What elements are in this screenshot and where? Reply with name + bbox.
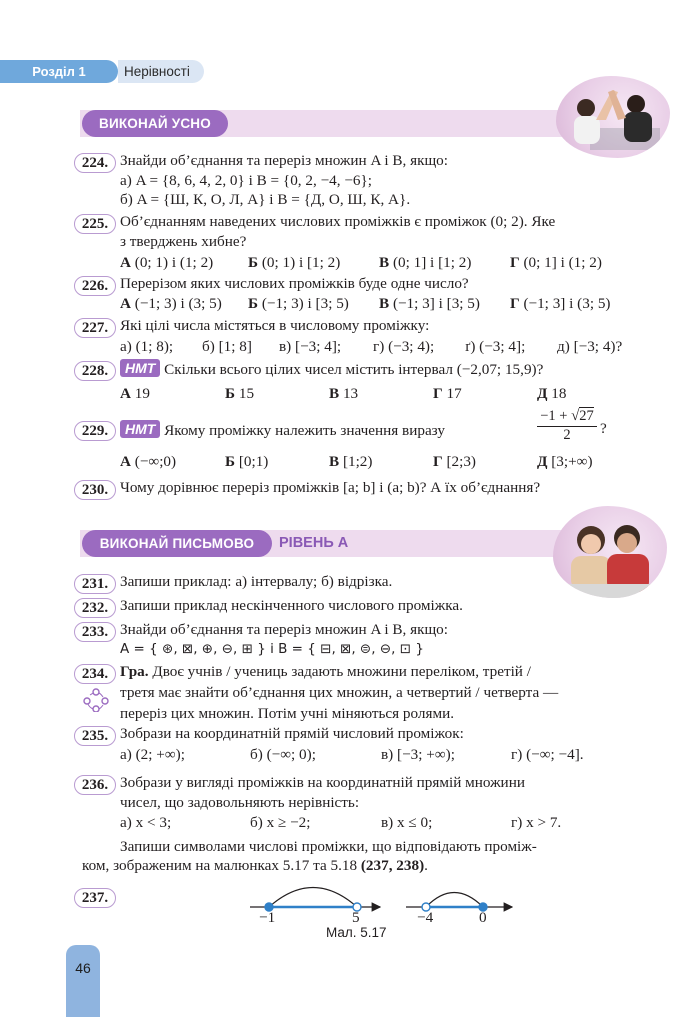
level-label: РІВЕНЬ А [279, 535, 349, 551]
problem-225-line-2: з тверджень хибне? [120, 233, 247, 250]
problem-229-line-1: НМТ Якому проміжку належить значення виразу [120, 420, 445, 440]
fraction-numerator: −1 + √27 [540, 408, 594, 424]
problem-227-item-g2: ґ) (−3; 4]; [465, 338, 526, 355]
fraction-expression [533, 408, 601, 444]
students-photo-top [556, 76, 670, 158]
interval-arc-left [269, 888, 357, 908]
problem-227-number: 227. [74, 318, 116, 338]
problem-234-number: 234. [74, 664, 116, 684]
problem-225-option-b: Б (0; 1) і [1; 2) [248, 254, 341, 271]
problem-234-line-3: переріз цих множин. Потім учні міняються ролями. [120, 705, 455, 722]
problem-227-item-v: в) [−3; 4]; [279, 338, 342, 355]
group-game-icon [83, 688, 109, 712]
problem-235-line-1: Зобрази на координатній прямій числовий проміжок: [120, 725, 464, 742]
problem-225-option-a: А (0; 1) і (1; 2) [120, 254, 214, 271]
label-5: 5 [352, 909, 360, 926]
problem-228-option-d: Д 18 [537, 385, 567, 402]
label-minus-4: −4 [417, 909, 434, 926]
problem-228-line-1: НМТ Скільки всього цілих чисел містить інтервал (−2,07; 15,9)? [120, 359, 543, 379]
problem-236-item-v: в) x ≤ 0; [381, 814, 433, 831]
instruction-line-1: Запиши символами числові проміжки, що відповідають промiж- [120, 838, 537, 855]
problem-234-line-2: третя має знайти об’єднання цих множин, а четвертий / четверта — [120, 684, 559, 701]
problem-231-number: 231. [74, 574, 116, 594]
problem-227-item-a: а) (1; 8); [120, 338, 174, 355]
problem-236-line-2: чисел, що задовольняють нерівність: [120, 794, 360, 811]
problem-228-option-v: В 13 [329, 385, 359, 402]
problem-226-option-g: Г (−1; 3] і (3; 5) [510, 295, 611, 312]
problem-228-option-g: Г 17 [433, 385, 462, 402]
problem-225-option-g: Г (0; 1] і (1; 2) [510, 254, 602, 271]
problem-229-option-g: Г [2;3) [433, 453, 476, 470]
problem-224-number: 224. [74, 153, 116, 173]
problem-231-line-1: Запиши приклад: а) інтервалу; б) відрізка. [120, 573, 393, 590]
problem-225-number: 225. [74, 214, 116, 234]
problem-229-option-v: В [1;2) [329, 453, 373, 470]
problem-227-item-d: д) [−3; 4)? [557, 338, 623, 355]
problem-233-line-1: Знайди об’єднання та переріз множин A і B, якщо: [120, 621, 448, 638]
problem-235-number: 235. [74, 726, 116, 746]
students-photo-bottom [553, 506, 667, 598]
interval-arc-right [426, 893, 483, 908]
problem-230-number: 230. [74, 480, 116, 500]
problem-229-option-a: А (−∞;0) [120, 453, 177, 470]
chapter-tag: Розділ 1 [0, 60, 118, 83]
problem-228-option-b: Б 15 [225, 385, 255, 402]
problem-226-option-b: Б (−1; 3) і [3; 5) [248, 295, 349, 312]
nmt-badge: НМТ [120, 359, 160, 377]
problem-227-item-b: б) [1; 8] [202, 338, 252, 355]
sqrt-sign: √ [571, 408, 580, 424]
problem-228-option-a: А 19 [120, 385, 150, 402]
problem-224-line-2: а) A = {8, 6, 4, 2, 0} і B = {0, 2, −4, −6}; [120, 172, 372, 189]
problem-229-option-b: Б [0;1) [225, 453, 269, 470]
problem-232-line-1: Запиши приклад нескінченного числового проміжка. [120, 597, 463, 614]
problem-235-item-a: а) (2; +∞); [120, 746, 185, 763]
problem-225-option-v: В (0; 1] і [1; 2) [379, 254, 472, 271]
written-section-title: ВИКОНАЙ ПИСЬМОВО [82, 530, 272, 557]
problem-227-item-g: г) (−3; 4); [373, 338, 435, 355]
problem-234-line-1: Гра. Двоє учнів / учениць задають множини переліком, третій / [120, 663, 531, 680]
problem-236-item-g: г) x > 7. [511, 814, 562, 831]
label-minus-1: −1 [259, 909, 276, 926]
problem-236-item-b: б) x ≥ −2; [250, 814, 311, 831]
problem-229-number: 229. [74, 421, 116, 441]
instruction-line-2: ком, зображеним на малюнках 5.17 та 5.18 (237, 238). [82, 857, 428, 874]
problem-236-line-1: Зобрази у вигляді проміжків на координатній прямій множини [120, 774, 525, 791]
problem-236-item-a: а) x < 3; [120, 814, 172, 831]
problem-230-line-1: Чому дорівнює переріз проміжків [a; b] і (a; b)? А їх об’єднання? [120, 479, 541, 496]
problem-228-number: 228. [74, 361, 116, 381]
students-photo-top-illustration [556, 76, 670, 158]
problem-225-line-1: Об’єднанням наведених числових проміжків є проміжок (0; 2). Яке [120, 213, 556, 230]
problem-224-line-3: б) A = {Ш, К, О, Л, А} і B = {Д, О, Ш, К, А}. [120, 191, 411, 208]
label-0: 0 [479, 909, 487, 926]
problem-235-item-v: в) [−3; +∞); [381, 746, 455, 763]
problem-224-line-1: Знайди об’єднання та переріз множин A і B, якщо: [120, 152, 448, 169]
problem-236-number: 236. [74, 775, 116, 795]
problem-226-option-a: А (−1; 3) і (3; 5) [120, 295, 222, 312]
problem-226-line-1: Перерізом яких числових проміжків буде одне число? [120, 275, 469, 292]
fraction-denominator: 2 [537, 426, 597, 444]
problem-235-item-b: б) (−∞; 0); [250, 746, 316, 763]
figure-caption: Мал. 5.17 [326, 925, 387, 940]
problem-227-line-1: Які цілі числа містяться в числовому проміжку: [120, 317, 430, 334]
students-photo-bottom-illustration [553, 506, 667, 598]
page-number: 46 [66, 945, 100, 1017]
problem-233-line-2: A = { ⊛, ⊠, ⊕, ⊖, ⊞ } і B = { ⊟, ⊠, ⊜, ⊖, ⊡ } [120, 641, 424, 657]
oral-section-title: ВИКОНАЙ УСНО [82, 110, 228, 137]
problem-226-number: 226. [74, 276, 116, 296]
problem-229-option-d: Д [3;+∞) [537, 453, 593, 470]
chapter-topic: Нерівності [118, 60, 204, 83]
problem-233-number: 233. [74, 622, 116, 642]
problem-237-number: 237. [74, 888, 116, 908]
problem-235-item-g: г) (−∞; −4]. [511, 746, 584, 763]
problem-226-option-v: В (−1; 3] і [3; 5) [379, 295, 480, 312]
problem-229-question-mark: ? [600, 420, 607, 437]
nmt-badge: НМТ [120, 420, 160, 438]
problem-232-number: 232. [74, 598, 116, 618]
